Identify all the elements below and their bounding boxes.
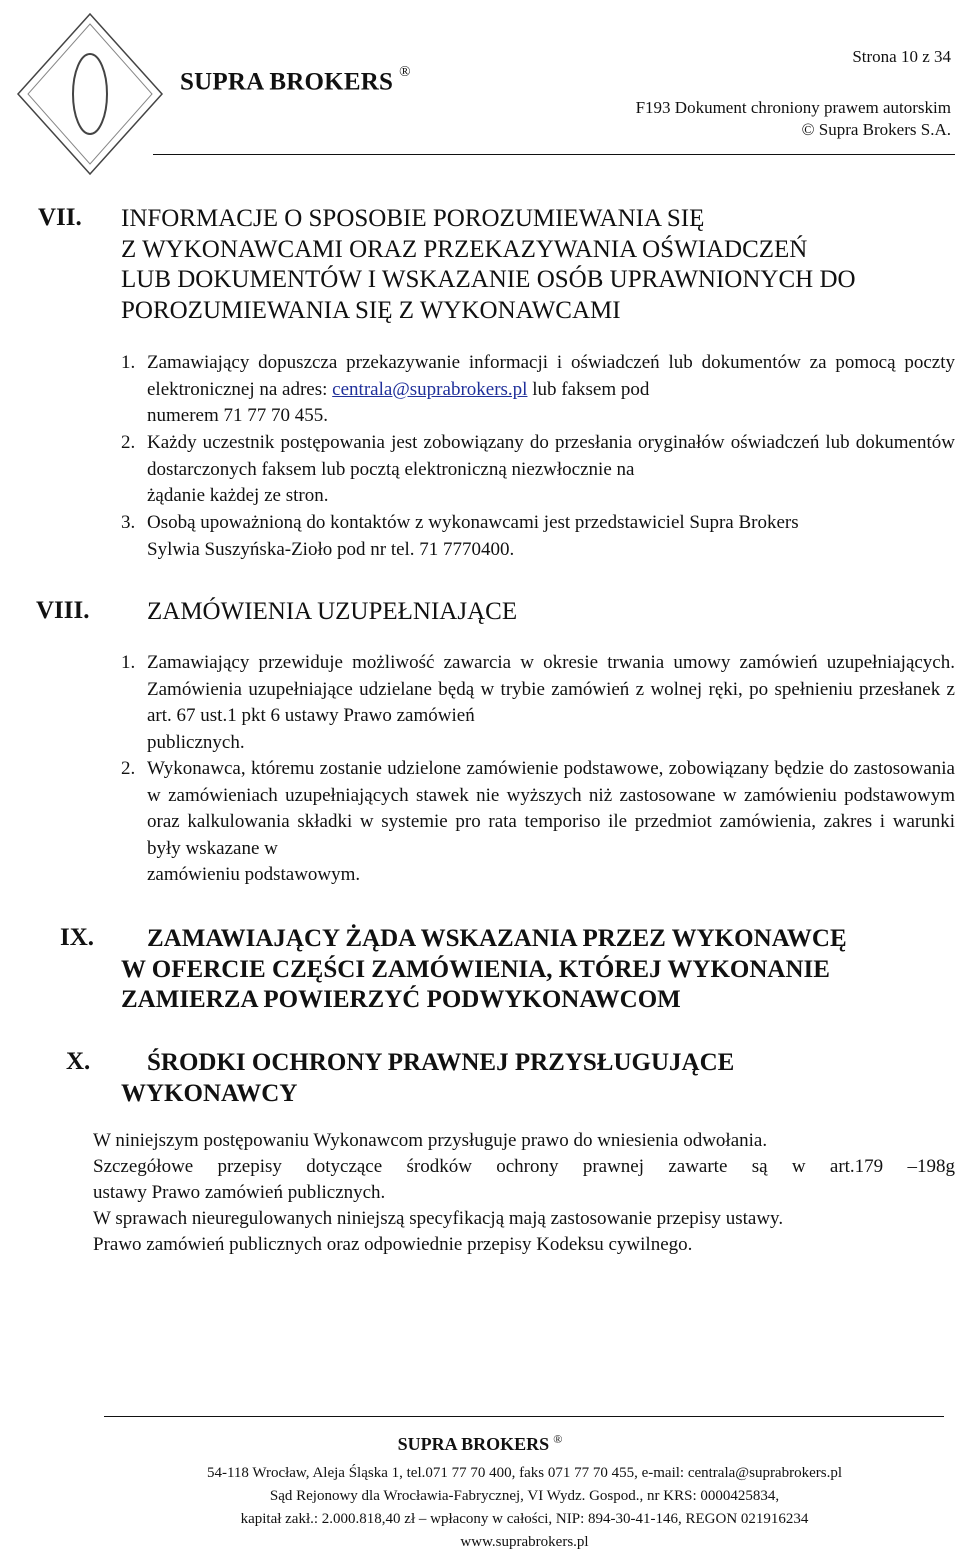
section-x-paragraph [93,1128,955,1258]
section-viii-title: ZAMÓWIENIA UZUPEŁNIAJĄCE [147,598,518,625]
registered-mark: ® [399,64,411,80]
email-link[interactable]: centrala@suprabrokers.pl [332,378,528,400]
list-item [147,350,955,430]
list-item [147,430,955,510]
section-x-title [121,1048,955,1109]
section-vii-title-line: LUB DOKUMENTÓW I WSKAZANIE OSÓB UPRAWNIONYCH DO [121,266,856,293]
footer-brand-name: SUPRA BROKERS [397,1434,550,1454]
footer-court-registry: Sąd Rejonowy dla Wrocławia-Fabrycznej, VI Wydz. Gospod., nr KRS: 0000425834, [269,1488,780,1504]
footer-address: 54-118 Wrocław, Aleja Śląska 1, tel.071 77 70 400, faks 071 77 70 455, e-mail: centrala@suprabrokers.pl [206,1465,842,1481]
paragraph-line: Szczegółowe przepisy dotyczące środków ochrony prawnej zawarte są w art.179 –198g [93,1156,955,1177]
section-vii-number: VII. [38,204,82,231]
page-indicator: Strona 10 z 34 [852,47,951,66]
list-item-last-line: zamówieniu podstawowym. [147,864,361,885]
copyright-notice: © Supra Brokers S.A. [801,120,951,139]
list-item-number: 3. [121,512,136,533]
list-item-text: Osobą upoważnioną do kontaktów z wykonawcami jest przedstawiciel Supra Brokers [147,512,799,533]
paragraph-line: W sprawach nieuregulowanych niniejszą specyfikacją mają zastosowanie przepisy ustawy. [93,1208,784,1229]
paragraph-line: ustawy Prawo zamówień publicznych. [93,1182,386,1203]
list-item-last-line: Sylwia Suszyńska-Zioło pod nr tel. 71 7770400. [147,538,515,560]
list-item-text: Zamawiający dopuszcza przekazywanie informacji i oświadczeń lub dokumentów za pomocą poczty elektronicznej na adres: [147,352,955,400]
section-viii-number: VIII. [36,597,90,624]
section-vii-title-line: Z WYKONAWCAMI ORAZ PRZEKAZYWANIA OŚWIADCZEŃ [121,235,808,263]
section-vii-title-line: INFORMACJE O SPOSOBIE POROZUMIEWANIA SIĘ [121,205,705,232]
list-item-number: 2. [121,758,136,779]
list-item-text: Każdy uczestnik postępowania jest zobowiązany do przesłania oryginałów oświadczeń lub dokumentów dostarczonych faksem lub pocztą elektroniczną niezwłocznie na [147,432,955,480]
section-ix-number: IX. [60,924,95,951]
list-item-last-line: numerem 71 77 70 455. [147,405,329,426]
list-item-last-line: żądanie każdej ze stron. [147,485,329,506]
section-ix-title-line: ZAMAWIAJĄCY ŻĄDA WSKAZANIA PRZEZ WYKONAWCĘ [147,925,847,952]
list-item-last-line: publicznych. [147,731,245,753]
footer-brand [0,1432,960,1455]
footer-website[interactable]: www.suprabrokers.pl [460,1534,589,1550]
paragraph-line: Prawo zamówień publicznych oraz odpowiednie przepisy Kodeksu cywilnego. [93,1234,693,1255]
list-item [147,510,955,563]
list-item-text: Wykonawca, któremu zostanie udzielone zamówienie podstawowe, zobowiązany będzie do zastosowania w zamówieniach uzupełniających stawek nie wyższych niż zastosowane w zamówieniu podstawowym oraz kalkulowania składki w systemie pro rata temporiso ile przedmiot zamówienia, zakres i warunki były wskazane w [147,758,955,859]
list-item-number: 1. [121,652,136,673]
section-vii-title-line: POROZUMIEWANIA SIĘ Z WYKONAWCAMI [121,296,621,324]
supra-brokers-logo [10,4,170,184]
document-notice: F193 Dokument chroniony prawem autorskim [635,98,951,117]
list-item-number: 1. [121,352,136,373]
section-x-title-line: WYKONAWCY [121,1079,298,1107]
list-item [147,650,955,756]
section-x-title-line: ŚRODKI OCHRONY PRAWNEJ PRZYSŁUGUJĄCE [147,1049,735,1076]
section-vii-title [121,204,955,326]
registered-mark: ® [553,1432,563,1446]
list-item-text: Zamawiający przewiduje możliwość zawarcia w okresie trwania umowy zamówień uzupełniających. Zamówienia uzupełniające udzielane będą w trybie zamówień z wolnej ręki, po spełnieniu przesłanek z art. 67 ust.1 pkt 6 ustawy Prawo zamówień [147,652,955,726]
section-x-number: X. [66,1048,91,1075]
list-item [147,756,955,889]
list-item-number: 2. [121,432,136,453]
section-ix-title-line: ZAMIERZA POWIERZYĆ PODWYKONAWCOM [121,986,681,1013]
footer-divider [104,1416,944,1417]
paragraph-line: W niniejszym postępowaniu Wykonawcom przysługuje prawo do wniesienia odwołania. [93,1130,768,1151]
header-brand [180,64,411,96]
header-divider [153,154,955,155]
list-item-text: lub faksem pod [527,378,650,400]
footer-capital-tax: kapitał zakł.: 2.000.818,40 zł – wpłacony w całości, NIP: 894-30-41-146, REGON 021916234 [240,1511,809,1527]
header-brand-name: SUPRA BROKERS [180,68,394,96]
section-ix-title [121,924,955,1016]
section-ix-title-line: W OFERCIE CZĘŚCI ZAMÓWIENIA, KTÓREJ WYKONANIE [121,955,830,983]
